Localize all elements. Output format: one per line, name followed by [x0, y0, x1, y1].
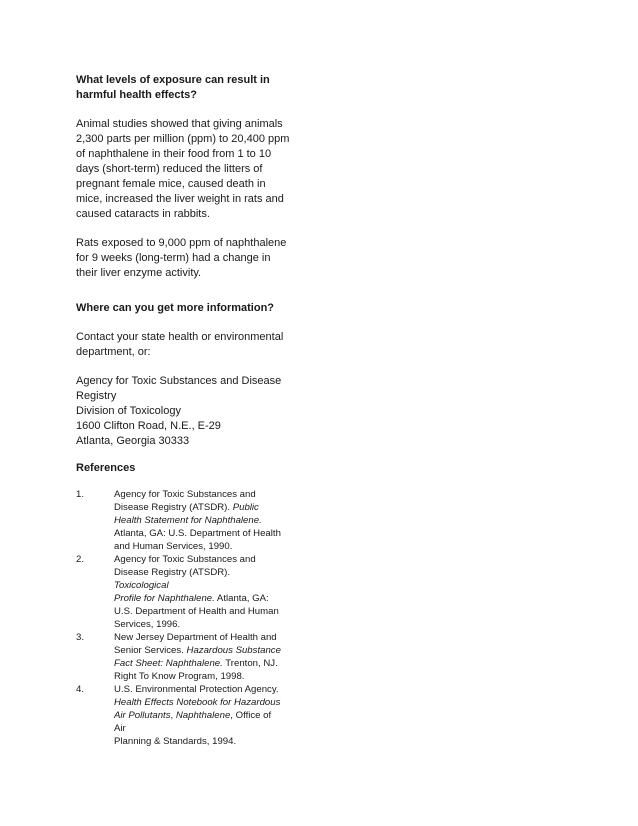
reference-text [114, 683, 284, 748]
reference-title-fragment: Naphthalene [175, 710, 231, 721]
address-line: Division of Toxicology [76, 405, 181, 417]
reference-item-1 [76, 488, 306, 553]
address-line: Agency for Toxic Substances and Disease [76, 375, 282, 387]
reference-number: 2. [76, 554, 85, 565]
reference-item-4 [76, 683, 306, 748]
reference-title-fragment: Fact Sheet: Naphthalene. [114, 658, 223, 669]
paragraph-contact [76, 330, 306, 360]
document-page [76, 73, 306, 748]
reference-fragment: Trenton, NJ. [222, 658, 278, 669]
reference-title-fragment: Health Statement for Naphthalene. [114, 515, 262, 526]
section-heading-more-info: Where can you get more information? [76, 302, 275, 314]
address-line: Registry [76, 390, 117, 402]
reference-text [114, 488, 284, 553]
address-line: 1600 Clifton Road, N.E., E-29 [76, 420, 221, 432]
reference-item-3 [76, 631, 306, 683]
text-line: department, or: [76, 346, 151, 358]
reference-text [114, 631, 284, 683]
reference-fragment: , Office of Air [114, 710, 272, 734]
reference-fragment: Senior Services. [114, 645, 187, 656]
text-line: caused cataracts in rabbits. [76, 208, 210, 220]
section-heading-references: References [76, 462, 136, 474]
text-line: of naphthalene in their food from 1 to 10 [76, 148, 272, 160]
reference-line: Planning & Standards, 1994. [114, 736, 237, 747]
reference-number: 3. [76, 632, 85, 643]
text-line: for 9 weeks (long-term) had a change in [76, 252, 271, 264]
text-line: Contact your state health or environmental [76, 331, 284, 343]
reference-line: Atlanta, GA: U.S. Department of Health [114, 528, 281, 539]
reference-line: New Jersey Department of Health and [114, 632, 277, 643]
text-line: Rats exposed to 9,000 ppm of naphthalene [76, 237, 287, 249]
text-line: days (short-term) reduced the litters of [76, 163, 263, 175]
reference-title-fragment: Health Effects Notebook for Hazardous [114, 697, 281, 708]
heading-line: What levels of exposure can result in [76, 74, 270, 86]
reference-list [76, 488, 306, 748]
reference-fragment: Disease Registry (ATSDR). [114, 502, 233, 513]
reference-fragment: Atlanta, GA: [214, 593, 269, 604]
reference-fragment: , [170, 710, 176, 721]
address-line: Atlanta, Georgia 30333 [76, 435, 190, 447]
reference-title-fragment: Hazardous Substance [186, 645, 281, 656]
reference-line: Right To Know Program, 1998. [114, 671, 245, 682]
text-line: Animal studies showed that giving animals [76, 118, 283, 130]
paragraph-animal-studies [76, 117, 306, 222]
address-block [76, 374, 306, 449]
reference-line: U.S. Department of Health and Human [114, 606, 279, 617]
reference-line: and Human Services, 1990. [114, 541, 233, 552]
reference-title-fragment: Public [232, 502, 259, 513]
reference-fragment: Disease Registry (ATSDR). [114, 567, 231, 578]
text-line: mice, increased the liver weight in rats and [76, 193, 284, 205]
text-line: their liver enzyme activity. [76, 267, 202, 279]
reference-number: 1. [76, 489, 85, 500]
section-heading-exposure [76, 73, 306, 103]
reference-line: Agency for Toxic Substances and [114, 489, 256, 500]
text-line: 2,300 parts per million (ppm) to 20,400 ppm [76, 133, 290, 145]
reference-line: Services, 1996. [114, 619, 181, 630]
reference-line: Agency for Toxic Substances and [114, 554, 256, 565]
reference-number: 4. [76, 684, 85, 695]
reference-title-fragment: Toxicological [114, 580, 169, 591]
text-line: pregnant female mice, caused death in [76, 178, 266, 190]
reference-item-2 [76, 553, 306, 631]
reference-line: U.S. Environmental Protection Agency. [114, 684, 279, 695]
paragraph-rats-exposed [76, 236, 306, 281]
heading-line: harmful health effects? [76, 89, 198, 101]
reference-title-fragment: Air Pollutants [114, 710, 171, 721]
reference-text [114, 553, 284, 631]
reference-title-fragment: Profile for Naphthalene. [114, 593, 215, 604]
